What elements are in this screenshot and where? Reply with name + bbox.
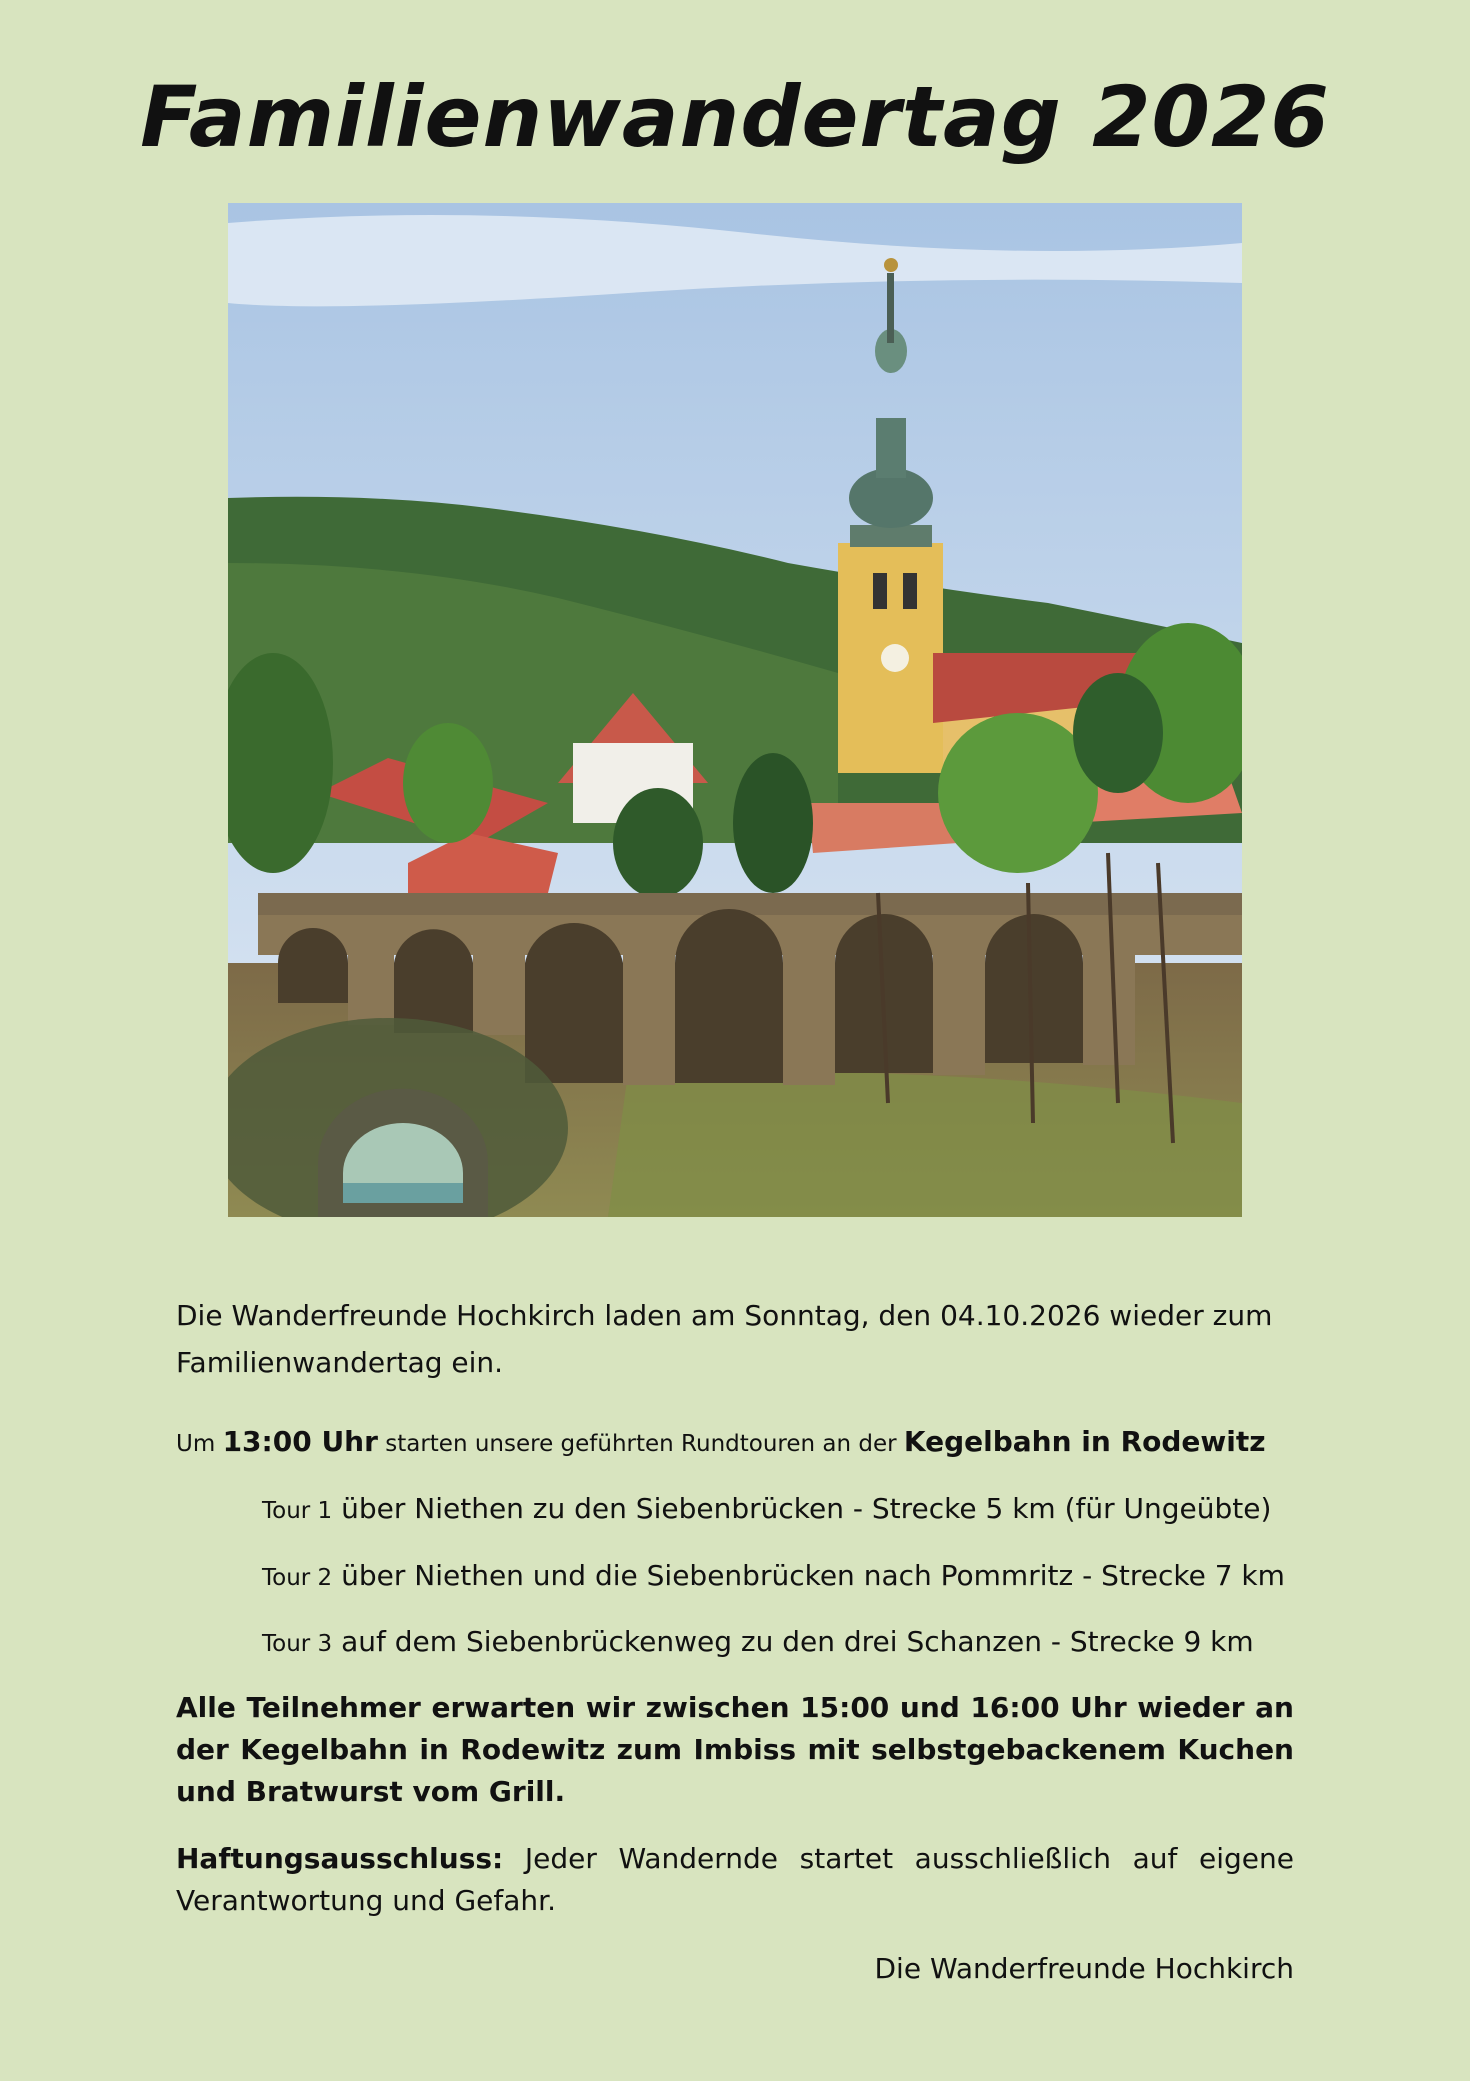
tour-2-length: Strecke 7 km <box>1101 1559 1285 1592</box>
start-line <box>176 1418 1294 1468</box>
page-title: Familienwandertag 2026 <box>140 68 1330 166</box>
tour-1-length: Strecke 5 km <box>871 1492 1056 1525</box>
event-date: Sonntag, den 04.10.2026 <box>744 1299 1101 1332</box>
disclaimer-label: Haftungsausschluss: <box>176 1842 504 1875</box>
tour-2-label: Tour 2 <box>262 1565 333 1591</box>
return-paragraph: Alle Teilnehmer erwarten wir zwischen 15:00 und 16:00 Uhr wieder an der Kegelbahn in Rodewitz zum Imbiss mit selbstgebackenem Kuchen und Bratwurst vom Grill. <box>176 1691 1294 1808</box>
intro-paragraph <box>176 1292 1294 1386</box>
intro-text-2: wieder zum Familienwandertag ein. <box>176 1299 1273 1379</box>
tour-3 <box>262 1619 1254 1667</box>
tour-3-length: Strecke 9 km <box>1069 1625 1254 1658</box>
start-lead: Um <box>176 1431 223 1457</box>
tour-3-text: auf dem Siebenbrückenweg zu den drei Schanzen - <box>332 1625 1070 1658</box>
tour-2-text: über Niethen und die Siebenbrücken nach Pommritz - <box>332 1559 1102 1592</box>
tour-1-text: über Niethen zu den Siebenbrücken - <box>332 1492 872 1525</box>
start-middle: starten unsere geführten Rundtouren an der <box>377 1431 904 1457</box>
start-time: 13:00 Uhr <box>222 1425 378 1458</box>
disclaimer-paragraph <box>176 1838 1294 1922</box>
tour-1-note: (für Ungeübte) <box>1055 1492 1272 1525</box>
tour-2 <box>262 1553 1285 1601</box>
intro-text-1: Die Wanderfreunde Hochkirch laden am <box>176 1299 745 1332</box>
tour-1-label: Tour 1 <box>262 1498 333 1524</box>
tour-1 <box>262 1486 1271 1534</box>
disclaimer-text: Jeder Wandernde startet ausschließlich auf eigene Verantwortung und Gefahr. <box>176 1842 1294 1917</box>
signature: Die Wanderfreunde Hochkirch <box>874 1952 1294 1985</box>
photo-illustration <box>228 203 1242 1217</box>
tour-3-label: Tour 3 <box>262 1631 333 1657</box>
start-place: Kegelbahn in Rodewitz <box>903 1425 1266 1458</box>
church-viaduct-photo <box>228 203 1242 1217</box>
